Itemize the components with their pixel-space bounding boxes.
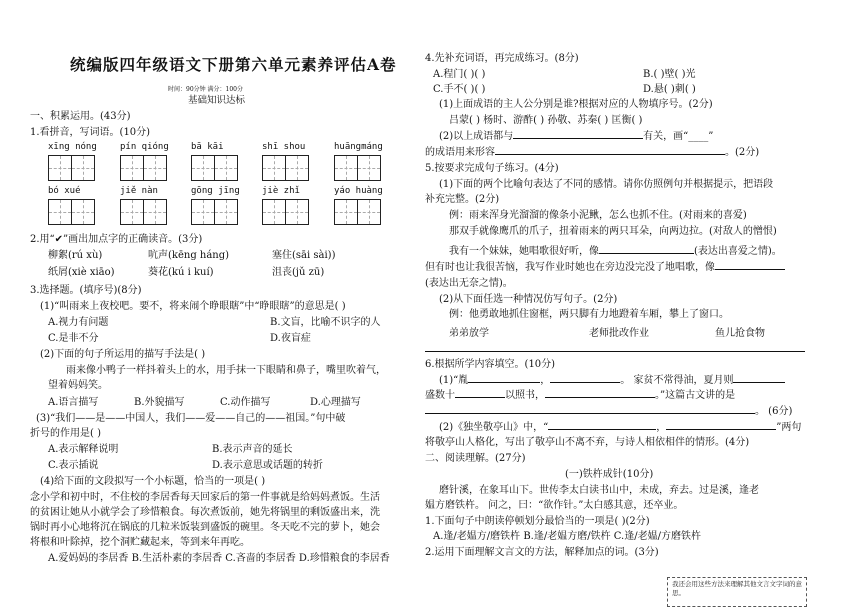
fill-sentence <box>425 261 785 274</box>
question-2: 2.用“✔”画出加点字的正确读音。(3分) <box>30 234 203 245</box>
choice-option[interactable]: A.表示解释说明 <box>48 444 119 455</box>
idiom-blank[interactable]: D.悬( )刺( ) <box>643 84 696 95</box>
reading-question-2: 2.运用下面理解文言文的方法，解释加点的词。(3分) <box>425 547 659 558</box>
answer-blank[interactable] <box>495 154 725 155</box>
choice-option[interactable]: C.表示插说 <box>48 460 99 471</box>
writing-option[interactable]: 老师批改作业 <box>589 328 649 339</box>
answer-blank[interactable] <box>545 397 655 398</box>
question-3-4: (4)给下面的文段拟写一个小标题，恰当的一项是( ) <box>40 476 266 487</box>
text: 盛数十 <box>425 390 455 401</box>
text: ， <box>656 422 667 433</box>
passage-line: 锅时再小心地将沉在锅底的几粒米饭装到盛饭的碗里。冬天吃不完的萝卜，她会 <box>30 522 380 533</box>
text: 。(2分) <box>725 147 760 158</box>
answer-blank[interactable] <box>425 413 755 414</box>
passage-line: 念小学和初中时，不住校的李居香每天回家后的第一件事就是给妈妈煮饭。生活 <box>30 492 380 503</box>
people-blanks[interactable]: 吕蒙( ) 杨时、游酢( ) 孙敬、苏秦( ) 匡衡( ) <box>449 115 643 126</box>
question-5: 5.按要求完成句子练习。(4分) <box>425 163 559 174</box>
question-5-2: (2)从下面任选一种情况仿写句子。(2分) <box>439 294 618 305</box>
question-4-1: (1)上面成语的主人公分别是谁?根据对应的人物填序号。(2分) <box>439 99 713 110</box>
question-6-2-cont: 将敬亭山人格化，写出了敬亭山不离不弃，与诗人相依相伴的情形。(4分) <box>425 437 750 448</box>
choice-option[interactable]: A.语言描写 <box>48 397 99 408</box>
section-2-heading: 二、阅读理解。(27分) <box>425 453 526 464</box>
section-subtitle: 基础知识达标 <box>188 95 246 106</box>
choice-option[interactable]: C.动作描写 <box>220 397 271 408</box>
pinyin: jiè zhǐ <box>262 186 300 196</box>
reading-option[interactable]: 塞住(sāi sài)) <box>272 250 336 261</box>
answer-blank[interactable] <box>666 429 776 430</box>
passage-line: 的贫困让她从小就学会了珍惜粮食。每次煮饭前，她先将锅里的剩饭盛出来，洗 <box>30 507 380 518</box>
choice-option[interactable]: B.表示声音的延长 <box>212 444 293 455</box>
pinyin: gōng jīng <box>191 186 240 196</box>
quoted-sentence: 望着妈妈笑。 <box>48 380 108 391</box>
writing-grid[interactable] <box>120 199 167 225</box>
question-6-1 <box>439 374 785 387</box>
question-6-1-cont <box>425 405 792 418</box>
writing-grid[interactable] <box>334 155 381 181</box>
text: ， <box>540 375 551 386</box>
passage-line: 媪方磨铁杵。 问之，曰：“欲作针。”太白感其意，还卒业。 <box>425 500 684 511</box>
writing-grid[interactable] <box>120 155 167 181</box>
question-6-2 <box>439 421 801 434</box>
reading-option[interactable]: 葵花(kú i kuí) <box>148 267 214 278</box>
reading-option[interactable]: 吭声(kēng háng) <box>148 250 230 261</box>
question-3-3: (3)“我们——是——中国人，我们——爱——自己的——祖国。”句中破 <box>36 413 346 424</box>
question-3: 3.选择题。(填序号)(8分) <box>30 285 142 296</box>
text: 以照书， <box>505 390 545 401</box>
reading-option[interactable]: 纸屑(xiè xiāo) <box>48 267 115 278</box>
section-1-heading: 一、积累运用。(43分) <box>30 111 131 122</box>
text: 。”这篇古文讲的是 <box>655 390 736 401</box>
passage-line: 磨针溪，在象耳山下。世传李太白读书山中，未成，弃去。过是溪，逢老 <box>439 485 759 496</box>
choice-option[interactable]: C.是非不分 <box>48 333 99 344</box>
passage-title: (一)铁杵成针(10分) <box>565 469 654 480</box>
writing-option[interactable]: 鱼儿抢食物 <box>715 328 765 339</box>
answer-blank[interactable] <box>468 382 540 383</box>
question-5-1: 补充完整。(2分) <box>425 194 500 205</box>
text: ”两句 <box>776 422 802 433</box>
choice-option[interactable]: A.视力有问题 <box>48 317 109 328</box>
question-5-1: (1)下面的两个比喻句表达了不同的感情。请你仿照例句并根据提示，把语段 <box>439 179 774 190</box>
answer-blank[interactable] <box>599 253 694 254</box>
question-6: 6.根据所学内容填空。(10分) <box>425 359 556 370</box>
text: (表达出喜爱之情)。 <box>694 246 782 257</box>
page-title: 统编版四年级语文下册第六单元素养评估A卷 <box>70 55 397 74</box>
question-4: 4.先补充词语，再完成练习。(8分) <box>425 53 579 64</box>
choice-option[interactable]: B.文盲，比喻不识字的人 <box>270 317 381 328</box>
text: 的成语用来形容 <box>425 147 495 158</box>
passage-line: 将根和叶除掉，挖个洞贮藏起来，等到来年再吃。 <box>30 537 250 548</box>
text: 有关，画“____” <box>643 131 714 142</box>
answer-blank[interactable] <box>513 138 643 139</box>
text: 我有一个妹妹，她唱歌很好听，像 <box>449 246 599 257</box>
text: (2)以上成语都与 <box>439 131 514 142</box>
reading-question-1: 1.下面句子中朗读停顿划分最恰当的一项是( )(2分) <box>425 516 650 527</box>
idiom-blank[interactable]: B.( )壁( )光 <box>643 69 696 80</box>
writing-option[interactable]: 弟弟放学 <box>449 328 489 339</box>
text: 但有时也让我很苦恼，我写作业时她也在旁边没完没了地唱歌，像 <box>425 262 715 273</box>
answer-blank[interactable] <box>548 429 656 430</box>
example-sentence: 那双手就像鹰爪的爪子，扭着雨来的两只耳朵，向两边拉。(对敌人的憎恨) <box>449 226 777 237</box>
pinyin: jiě nàn <box>120 186 158 196</box>
question-3-1: (1)“叫雨来上夜校吧。要不，将来闹个睁眼瞎”中“睁眼瞎”的意思是( ) <box>40 301 346 312</box>
pinyin: pín qióng <box>120 142 169 152</box>
question-3-3: 折号的作用是( ) <box>30 428 101 439</box>
text: (2)《独坐敬亭山》中，“ <box>439 422 549 433</box>
question-4-2-cont <box>425 146 759 159</box>
answer-blank[interactable] <box>715 269 785 270</box>
question-6-1-cont <box>425 389 735 402</box>
quoted-sentence: 雨来像小鸭子一样抖着头上的水，用手抹一下眼睛和鼻子，嘴里吹着气， <box>66 365 386 376</box>
tip-box: 我还会用这些方法来理解其他文言文字词的意思。 <box>667 577 807 607</box>
pinyin: shī shou <box>262 142 306 152</box>
choice-options[interactable]: A.爱妈妈的李居香 B.生活朴素的李居香 C.吝啬的李居香 D.珍惜粮食的李居香 <box>48 553 390 564</box>
answer-line[interactable] <box>425 351 805 352</box>
answer-blank[interactable] <box>550 382 620 383</box>
idiom-blank[interactable]: C.手不( )( ) <box>433 84 486 95</box>
writing-grid[interactable] <box>191 155 238 181</box>
choice-options[interactable]: A.逢/老媪方/磨铁杵 B.逢/老媪方磨/铁杵 C.逢/老媪/方磨铁杵 <box>433 531 701 542</box>
choice-option[interactable]: D.表示意思或话题的转折 <box>212 460 323 471</box>
pinyin: xīng nóng <box>48 142 97 152</box>
choice-option[interactable]: D.心理描写 <box>310 397 361 408</box>
text: 。 家贫不常得油，夏月则 <box>620 375 734 386</box>
choice-option[interactable]: B.外貌描写 <box>134 397 185 408</box>
choice-option[interactable]: D.夜盲症 <box>270 333 311 344</box>
pinyin: huāngmáng <box>334 142 383 152</box>
exam-meta: 时间：90分钟 满分：100分 <box>168 86 243 93</box>
question-4-2 <box>439 130 713 143</box>
reading-option[interactable]: 沮丧(jǔ zū) <box>272 267 325 278</box>
fill-sentence <box>449 245 782 258</box>
question-1: 1.看拼音，写词语。(10分) <box>30 127 151 138</box>
writing-grid[interactable] <box>262 155 309 181</box>
text: (1)“胤 <box>439 375 469 386</box>
pinyin: bó xué <box>48 186 81 196</box>
example-sentence: 例：他勇敢地抓住窗框，两只脚有力地蹬着车厢，攀上了窗口。 <box>449 309 729 320</box>
text: 。 (6分) <box>755 406 793 417</box>
idiom-blank[interactable]: A.程门( )( ) <box>433 69 486 80</box>
writing-grid[interactable] <box>334 199 381 225</box>
fill-sentence: (表达出无奈之情)。 <box>425 278 513 289</box>
example-sentence: 例：雨来浑身光溜溜的像条小泥鳅，怎么也抓不住。(对雨来的喜爱) <box>449 210 747 221</box>
answer-blank[interactable] <box>455 397 505 398</box>
writing-grid[interactable] <box>191 199 238 225</box>
pinyin: yáo huàng <box>334 186 383 196</box>
answer-blank[interactable] <box>733 382 785 383</box>
writing-grid[interactable] <box>48 199 95 225</box>
writing-grid[interactable] <box>48 155 95 181</box>
pinyin: bā kāi <box>191 142 224 152</box>
writing-grid[interactable] <box>262 199 309 225</box>
reading-option[interactable]: 柳絮(rú xù) <box>48 250 103 261</box>
question-3-2: (2)下面的句子所运用的描写手法是( ) <box>40 349 206 360</box>
